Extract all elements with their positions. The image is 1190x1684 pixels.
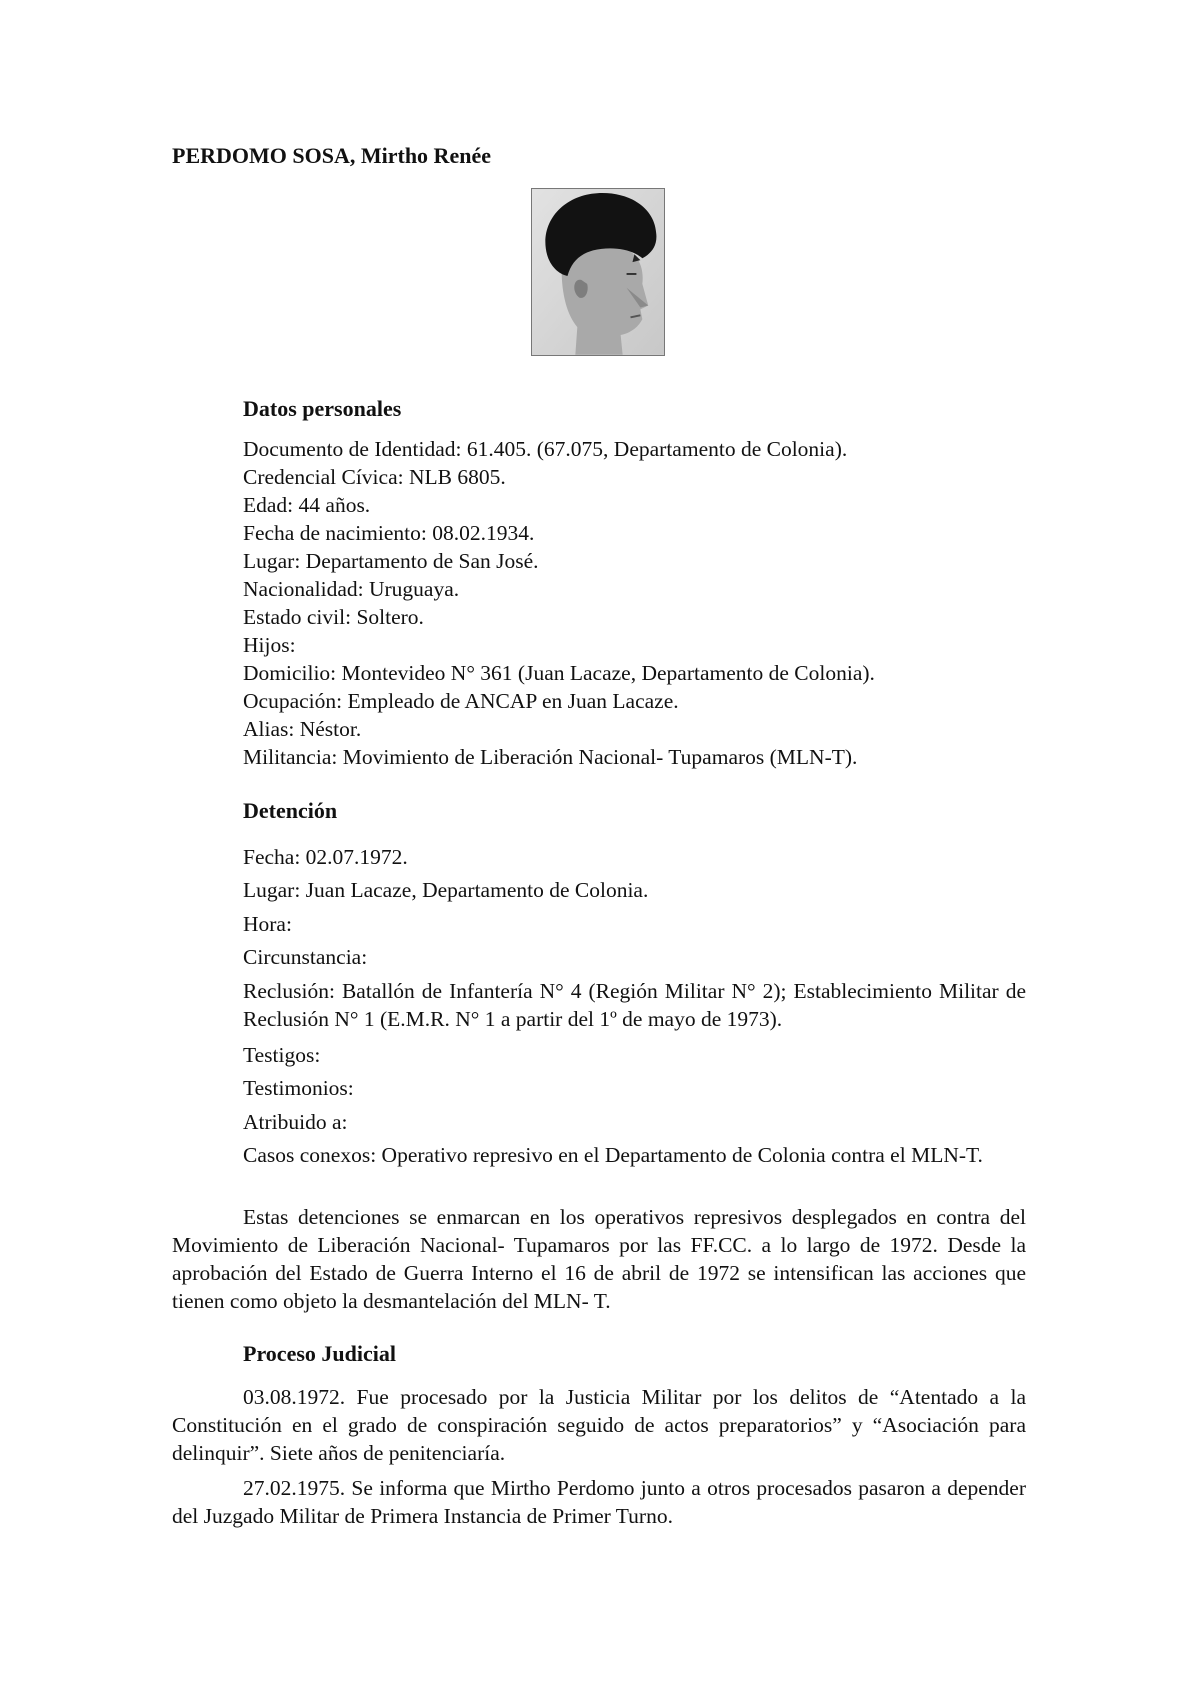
personal-data-line: Nacionalidad: Uruguaya. xyxy=(243,577,460,601)
personal-data-line: Estado civil: Soltero. xyxy=(243,605,424,629)
personal-data-line: Credencial Cívica: NLB 6805. xyxy=(243,465,506,489)
detention-time: Hora: xyxy=(243,912,292,936)
judicial-process-paragraph: 27.02.1975. Se informa que Mirtho Perdomo junto a otros procesados pasaron a depender del Juzgado Militar de Primera Instancia de Primer Turno. xyxy=(172,1476,1026,1528)
personal-data-line: Militancia: Movimiento de Liberación Nacional- Tupamaros (MLN-T). xyxy=(243,745,858,769)
detention-attributed-to: Atribuido a: xyxy=(243,1110,348,1134)
personal-data-line: Documento de Identidad: 61.405. (67.075, Departamento de Colonia). xyxy=(243,437,848,461)
related-cases-paragraph: Casos conexos: Operativo represivo en el Departamento de Colonia contra el MLN-T. xyxy=(243,1143,983,1167)
personal-data-line: Lugar: Departamento de San José. xyxy=(243,549,539,573)
detention-place: Lugar: Juan Lacaze, Departamento de Colonia. xyxy=(243,878,649,902)
detention-testimonies: Testimonios: xyxy=(243,1076,354,1100)
personal-data-line: Domicilio: Montevideo N° 361 (Juan Lacaze, Departamento de Colonia). xyxy=(243,661,875,685)
personal-data-line: Ocupación: Empleado de ANCAP en Juan Lacaze. xyxy=(243,689,679,713)
detention-witnesses: Testigos: xyxy=(243,1043,321,1067)
context-paragraph: Estas detenciones se enmarcan en los operativos represivos desplegados en contra del Movimiento de Liberación Nacional- Tupamaros por las FF.CC. a lo largo de 1972. Desde la aprobación del Estado de Guerra Interno el 16 de abril de 1972 se intensifican las acciones que tienen como objeto la desmantelación del MLN- T. xyxy=(172,1205,1026,1313)
judicial-process-paragraph: 03.08.1972. Fue procesado por la Justicia Militar por los delitos de “Atentado a la Constitución en el grado de conspiración seguido de actos preparatorios” y “Asociación para delinquir”. Siete años de penitenciaría. xyxy=(172,1385,1026,1465)
detention-circumstance: Circunstancia: xyxy=(243,945,368,969)
detention-reclusion: Reclusión: Batallón de Infantería N° 4 (Región Militar N° 2); Establecimiento Militar de Reclusión N° 1 (E.M.R. N° 1 a partir del 1º de mayo de 1973). xyxy=(243,979,1026,1031)
personal-data-list xyxy=(243,435,875,771)
person-name-title: PERDOMO SOSA, Mirtho Renée xyxy=(172,143,491,168)
personal-data-line: Hijos: xyxy=(243,633,296,657)
detention-date: Fecha: 02.07.1972. xyxy=(243,845,408,869)
personal-data-line: Edad: 44 años. xyxy=(243,493,371,517)
personal-data-line: Alias: Néstor. xyxy=(243,717,362,741)
profile-photo xyxy=(531,188,665,356)
portrait-image xyxy=(532,189,664,355)
section-heading-datos-personales: Datos personales xyxy=(243,396,402,421)
personal-data-line: Fecha de nacimiento: 08.02.1934. xyxy=(243,521,535,545)
section-heading-proceso-judicial: Proceso Judicial xyxy=(243,1341,396,1366)
section-heading-detencion: Detención xyxy=(243,798,338,823)
